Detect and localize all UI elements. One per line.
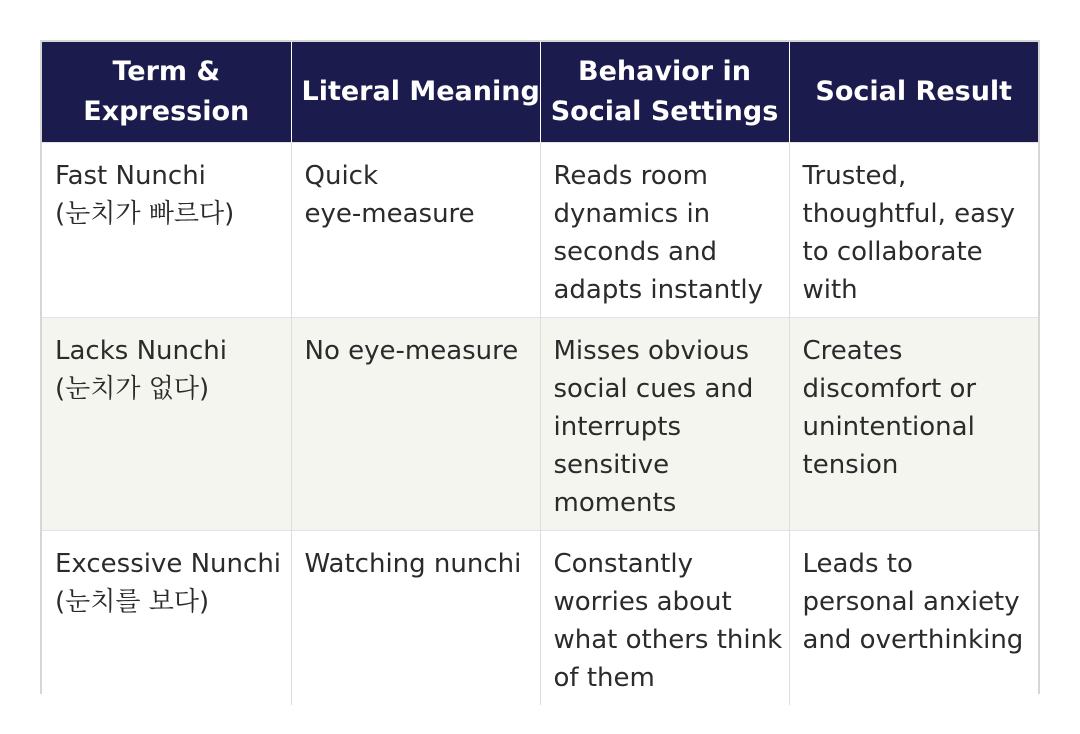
cell-behavior bbox=[540, 143, 789, 318]
cell-line: worries about bbox=[553, 587, 732, 617]
header-term-line-2: Expression bbox=[83, 96, 250, 127]
table-row bbox=[42, 318, 1038, 531]
cell-line: dynamics in bbox=[553, 199, 711, 229]
header-result-line-1: Social Result bbox=[815, 76, 1013, 107]
header-social-result bbox=[789, 42, 1038, 143]
cell-line: Fast Nunchi bbox=[55, 161, 206, 191]
cell-line: moments bbox=[553, 488, 677, 518]
cell-term bbox=[42, 143, 291, 318]
cell-line: eye-measure bbox=[304, 199, 475, 229]
cell-literal bbox=[291, 143, 540, 318]
cell-line: tension bbox=[802, 450, 899, 480]
cell-literal bbox=[291, 318, 540, 531]
cell-line: discomfort or bbox=[802, 374, 977, 404]
header-row bbox=[42, 42, 1038, 143]
cell-behavior bbox=[540, 531, 789, 706]
cell-line: interrupts bbox=[553, 412, 682, 442]
cell-line: Lacks Nunchi bbox=[55, 336, 227, 366]
cell-term bbox=[42, 531, 291, 706]
cell-line: unintentional bbox=[802, 412, 975, 442]
cell-line: Creates bbox=[802, 336, 903, 366]
table-header bbox=[42, 42, 1038, 143]
header-behavior bbox=[540, 42, 789, 143]
header-literal-meaning bbox=[291, 42, 540, 143]
cell-line: sensitive bbox=[553, 450, 670, 480]
header-term-expression bbox=[42, 42, 291, 143]
cell-result bbox=[789, 143, 1038, 318]
cell-line: Trusted, bbox=[802, 161, 907, 191]
cell-line: with bbox=[802, 275, 858, 305]
table-body bbox=[42, 143, 1038, 706]
cell-line: seconds and bbox=[553, 237, 717, 267]
cell-term bbox=[42, 318, 291, 531]
cell-line: Reads room bbox=[553, 161, 708, 191]
cell-line: Misses obvious bbox=[553, 336, 750, 366]
cell-line: of them bbox=[553, 663, 655, 693]
cell-line: (눈치가 빠르다) bbox=[55, 199, 235, 229]
cell-line: to collaborate bbox=[802, 237, 983, 267]
table-row bbox=[42, 531, 1038, 706]
cell-line: Watching nunchi bbox=[304, 549, 522, 579]
cell-line: what others think bbox=[553, 625, 783, 655]
cell-line: Leads to bbox=[802, 549, 913, 579]
cell-result bbox=[789, 318, 1038, 531]
nunchi-table-container bbox=[40, 40, 1040, 694]
cell-line: No eye-measure bbox=[304, 336, 519, 366]
cell-line: (눈치를 보다) bbox=[55, 587, 210, 617]
header-behavior-line-2: Social Settings bbox=[550, 96, 779, 127]
cell-line: Constantly bbox=[553, 549, 693, 579]
cell-line: social cues and bbox=[553, 374, 754, 404]
cell-literal bbox=[291, 531, 540, 706]
cell-behavior bbox=[540, 318, 789, 531]
cell-result bbox=[789, 531, 1038, 706]
cell-line: adapts instantly bbox=[553, 275, 764, 305]
header-term-line-1: Term & bbox=[112, 56, 221, 87]
cell-line: Quick bbox=[304, 161, 379, 191]
nunchi-table bbox=[42, 42, 1038, 705]
cell-line: Excessive Nunchi bbox=[55, 549, 282, 579]
cell-line: (눈치가 없다) bbox=[55, 374, 210, 404]
header-literal-line-1: Literal Meaning bbox=[301, 76, 540, 107]
cell-line: thoughtful, easy bbox=[802, 199, 1015, 229]
cell-line: personal anxiety bbox=[802, 587, 1020, 617]
table-row bbox=[42, 143, 1038, 318]
header-behavior-line-1: Behavior in bbox=[578, 56, 751, 87]
cell-line: and overthinking bbox=[802, 625, 1024, 655]
